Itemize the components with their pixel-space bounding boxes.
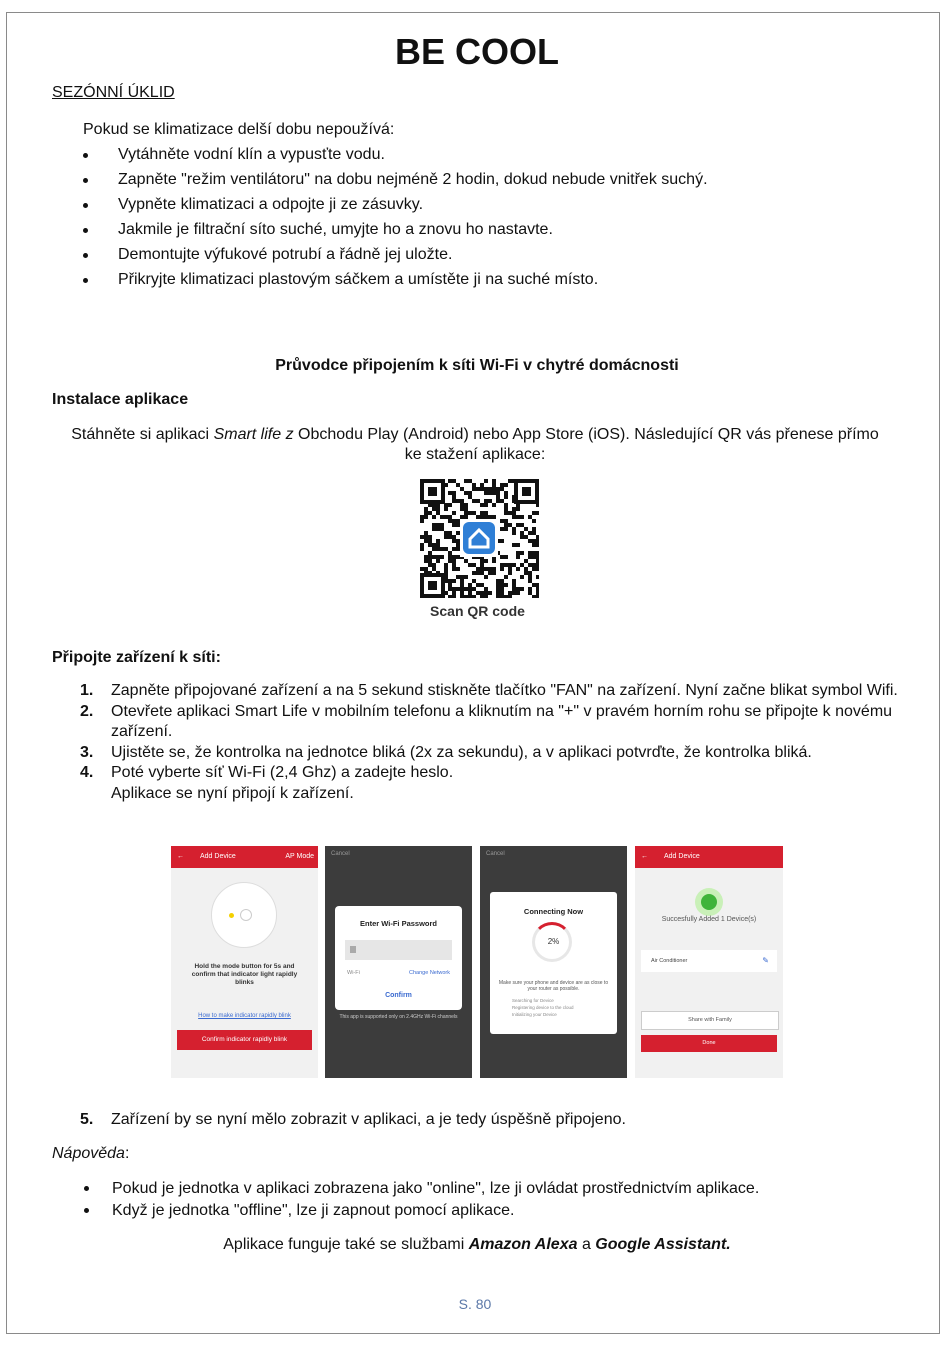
help-link[interactable]: How to make indicator rapidly blink bbox=[198, 1013, 291, 1019]
screen-wifi-password: Cancel Enter Wi-Fi Password Wi-Fi Change Network Confirm This app is supported only on 2.4GHz Wi-Fi channels bbox=[325, 846, 472, 1078]
list-item: Vypněte klimatizaci a odpojte ji ze zásuvky. bbox=[83, 195, 903, 220]
install-text: Stáhněte si aplikaci Smart life z Obchodu Play (Android) nebo App Store (iOS). Následující QR vás přenese přímo ke stažení aplikace: bbox=[71, 426, 879, 463]
cancel-button[interactable]: Cancel bbox=[486, 851, 505, 857]
seasonal-intro: Pokud se klimatizace delší dobu nepoužívá: bbox=[83, 121, 395, 138]
screen-connecting bbox=[480, 846, 627, 1078]
steps-list bbox=[80, 681, 910, 804]
lock-icon bbox=[350, 946, 356, 953]
step-5: 5. Zařízení by se nyní mělo zobrazit v aplikaci, a je tedy úspěšně připojeno. bbox=[80, 1111, 626, 1128]
password-dialog: Enter Wi-Fi Password Wi-Fi Change Network Confirm bbox=[335, 906, 462, 1010]
device-illustration bbox=[211, 882, 277, 948]
integrations-note: Aplikace funguje také se službami Amazon Alexa a Google Assistant. bbox=[223, 1236, 731, 1253]
seasonal-list bbox=[83, 145, 903, 295]
bullet-icon bbox=[83, 178, 88, 183]
help-list bbox=[82, 1179, 902, 1223]
done-button[interactable]: Done bbox=[641, 1035, 777, 1052]
back-arrow-icon[interactable]: ← bbox=[177, 853, 184, 860]
list-item: 3. Ujistěte se, že kontrolka na jednotce bliká (2x za sekundu), a v aplikaci potvrďte, že kontrolka bliká. bbox=[80, 743, 812, 761]
qr-code[interactable] bbox=[420, 479, 539, 598]
list-item: 2. Otevřete aplikaci Smart Life v mobilním telefonu a kliknutím na "+" v pravém horním rohu se připojte k novému zařízení. bbox=[80, 702, 893, 740]
confirm-button[interactable]: Confirm bbox=[385, 992, 412, 999]
screen-header: ← Add Device bbox=[635, 846, 783, 868]
wifi-guide-title: Průvodce připojením k síti Wi-Fi v chytré domácnosti bbox=[275, 357, 679, 374]
bullet-icon bbox=[84, 1186, 89, 1191]
app-screenshots bbox=[171, 846, 783, 1078]
indicator-light-icon bbox=[229, 913, 234, 918]
connect-heading: Připojte zařízení k síti: bbox=[52, 649, 221, 666]
edit-pencil-icon[interactable]: ✎ bbox=[762, 956, 769, 965]
back-arrow-icon[interactable]: ← bbox=[641, 853, 648, 860]
confirm-blink-button[interactable]: Confirm indicator rapidly blink bbox=[177, 1030, 312, 1050]
list-item: Když je jednotka "offline", lze ji zapnout pomocí aplikace. bbox=[82, 1201, 902, 1223]
bullet-icon bbox=[83, 203, 88, 208]
seasonal-heading: SEZÓNNÍ ÚKLID bbox=[52, 84, 175, 101]
list-item: Zapněte "režim ventilátoru" na dobu nejméně 2 hodin, dokud nebude vnitřek suchý. bbox=[83, 170, 903, 195]
device-row[interactable]: Air Conditioner ✎ bbox=[641, 950, 777, 972]
alexa-name: Amazon Alexa bbox=[468, 1236, 578, 1253]
list-item: 1. Zapněte připojované zařízení a na 5 sekund stiskněte tlačítko "FAN" na zařízení. Nyní začne blikat symbol Wifi. bbox=[80, 682, 898, 699]
bullet-icon bbox=[84, 1208, 89, 1213]
bullet-icon bbox=[83, 253, 88, 258]
connecting-dialog: Connecting Now 2% Make sure your phone and device are as close to your router as possible. Searching for Device Registering device to the cloud Initializing your Device bbox=[490, 892, 617, 1034]
screen-add-device-ap: ← Add Device AP Mode Hold the mode button for 5s and confirm that indicator light rapidly blinks How to make indicator rapidly blink Confirm indicator rapidly blink bbox=[171, 846, 318, 1078]
help-heading: Nápověda: bbox=[52, 1145, 130, 1162]
bullet-icon bbox=[83, 153, 88, 158]
list-item: Demontujte výfukové potrubí a řádně jej uložte. bbox=[83, 245, 903, 270]
brand-logo-text: BE COOL bbox=[394, 34, 560, 68]
bullet-icon bbox=[83, 278, 88, 283]
cancel-button[interactable]: Cancel bbox=[331, 851, 350, 857]
password-input[interactable] bbox=[345, 940, 452, 960]
list-item: 4. Poté vyberte síť Wi-Fi (2,4 Ghz) a zadejte heslo. Aplikace se nyní připojí k zařízení. bbox=[80, 764, 454, 802]
list-item: Vytáhněte vodní klín a vypusťte vodu. bbox=[83, 145, 903, 170]
list-item: Pokud je jednotka v aplikaci zobrazena jako "online", lze ji ovládat prostřednictvím aplikace. bbox=[82, 1179, 902, 1201]
mode-button-icon bbox=[240, 909, 252, 921]
brand-logo bbox=[394, 34, 560, 68]
screen-header: ← Add Device AP Mode bbox=[171, 846, 318, 868]
google-assistant-name: Google Assistant. bbox=[595, 1236, 731, 1253]
app-name: Smart life z bbox=[213, 426, 294, 443]
bullet-icon bbox=[83, 228, 88, 233]
change-network-link[interactable]: Change Network bbox=[409, 970, 450, 976]
share-family-button[interactable]: Share with Family bbox=[641, 1011, 779, 1030]
list-item: Jakmile je filtrační síto suché, umyjte ho a znovu ho nastavte. bbox=[83, 220, 903, 245]
success-check-icon bbox=[695, 888, 723, 916]
list-item: Přikryjte klimatizaci plastovým sáčkem a umístěte ji na suché místo. bbox=[83, 270, 903, 295]
page-number: S. 80 bbox=[458, 1296, 492, 1312]
screen-device-added: ← Add Device Succesfully Added 1 Device(s) Air Conditioner ✎ Share with Family Done bbox=[635, 846, 783, 1078]
install-heading: Instalace aplikace bbox=[52, 391, 189, 408]
qr-caption: Scan QR code bbox=[430, 603, 525, 619]
